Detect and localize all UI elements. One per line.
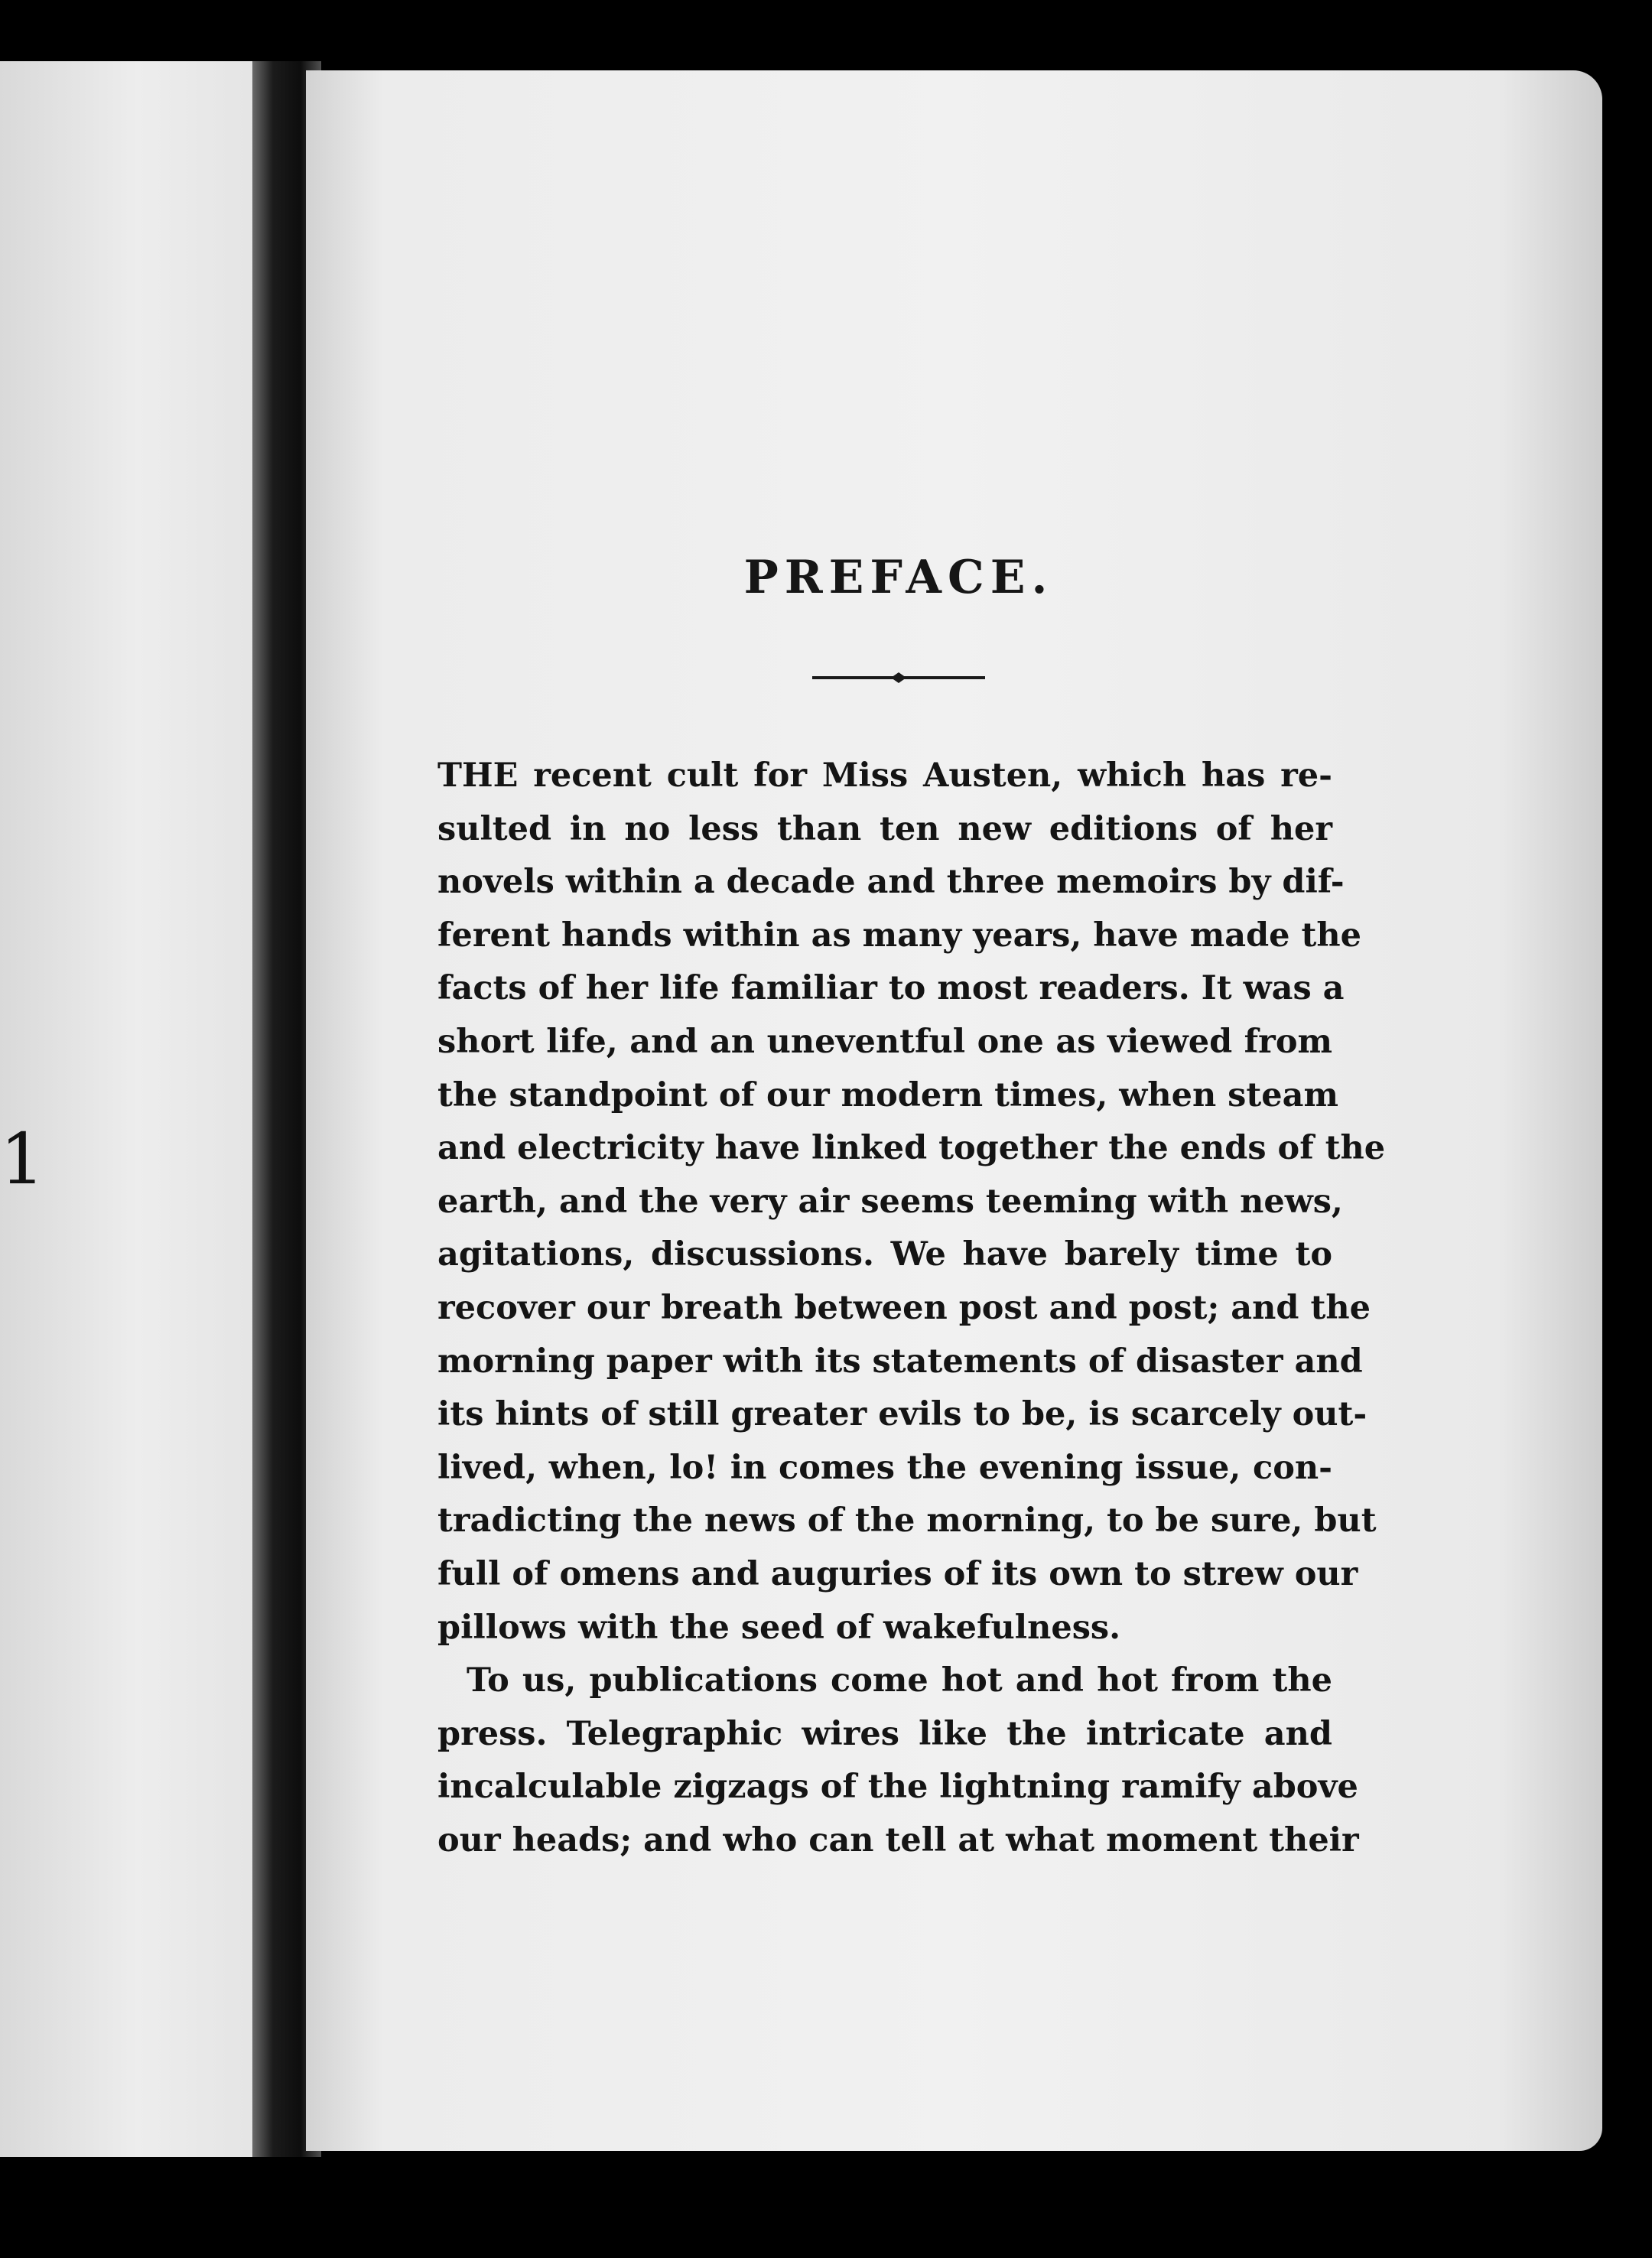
text-line: and electricity have linked together the ends of the — [437, 1129, 1386, 1168]
paragraph-2 — [437, 1654, 1359, 1867]
text-line: our heads; and who can tell at what moment their — [437, 1820, 1359, 1859]
text-line: earth, and the very air seems teeming with news, — [437, 1182, 1343, 1221]
text-line: recover our breath between post and post; and the — [437, 1288, 1371, 1327]
right-page — [306, 70, 1602, 2151]
paragraph-1 — [437, 750, 1386, 1654]
text-line: pillows with the seed of wakefulness. — [437, 1608, 1121, 1647]
text-line: short life, and an uneventful one as viewed from — [437, 1022, 1332, 1061]
text-line: THE recent cult for Miss Austen, which has re- — [437, 756, 1332, 795]
text-line: facts of her life familiar to most readers. It was a — [437, 969, 1345, 1008]
text-line: tradicting the news of the morning, to be sure, but — [437, 1502, 1377, 1541]
text-line: press. Telegraphic wires like the intricate and — [437, 1714, 1332, 1753]
text-line: ferent hands within as many years, have made the — [437, 916, 1361, 955]
left-page-edge-fragment: 1 — [0, 1118, 45, 1200]
page-heading: PREFACE. — [743, 551, 1054, 604]
text-line: lived, when, lo! in comes the evening issue, con- — [437, 1448, 1332, 1487]
text-line: its hints of still greater evils to be, is scarcely out- — [437, 1395, 1367, 1434]
text-line: novels within a decade and three memoirs by dif- — [437, 863, 1345, 902]
text-line: To us, publications come hot and hot from the — [467, 1661, 1332, 1700]
text-line: morning paper with its statements of disaster and — [437, 1342, 1363, 1381]
text-line: full of omens and auguries of its own to strew our — [437, 1554, 1358, 1593]
text-line: the standpoint of our modern times, when steam — [437, 1075, 1338, 1114]
ornament-divider-icon — [812, 669, 985, 687]
text-line: sulted in no less than ten new editions of her — [437, 809, 1332, 848]
preface-body — [437, 750, 1386, 1867]
text-line: incalculable zigzags of the lightning ramify above — [437, 1768, 1358, 1807]
text-line: agitations, discussions. We have barely time to — [437, 1235, 1332, 1274]
